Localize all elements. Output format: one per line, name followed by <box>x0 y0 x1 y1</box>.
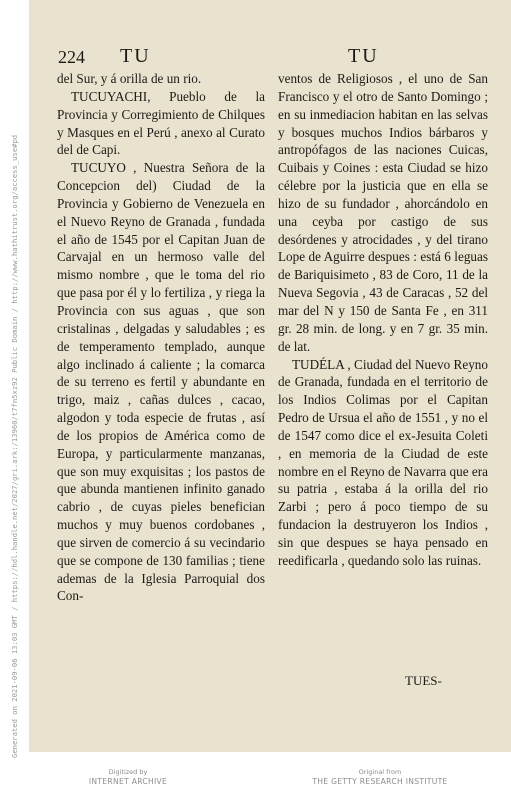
text-paragraph: ventos de Religiosos , el uno de San Francisco y el otro de Santo Domingo ; en su inmediacion habitan en las selvas y bosques muchos Indios bárbaros y antropófagos de las naciones Cuicas, Cuibais y Coines : esta Ciudad se hizo célebre por la justicia que en ella se hizo de su fundador , ahorcándolo en una ceyba por castigo de sus desórdenes y atrocidades , y del tirano Lope de Aguirre despues : está 6 leguas de Bariquisimeto , 83 de Coro, 11 de la Nueva Segovia , 43 de Caracas , 52 del mar del N y 150 de Santa Fe , en 311 gr. 28 min. de long. y en 7 gr. 35 min. de lat. <box>278 71 488 354</box>
hathitrust-stamp-text: Generated on 2021-09-06 13:03 GMT / https://hdl.handle.net/2027/gri.ark:/13960/t7fn5xz92 Public Domain / http://www.hathitrust.org/access_use#pd <box>10 134 19 758</box>
getty-institute-label: THE GETTY RESEARCH INSTITUTE <box>312 777 448 786</box>
digitized-by-label: Digitized by <box>108 768 148 776</box>
running-head-left: TU <box>120 45 151 67</box>
dictionary-entry-tudela: TUDÉLA , Ciudad del Nuevo Reyno de Granada, fundada en el territorio de los Indios Colimas por el Capitan Pedro de Ursua el año de 1551 , y no el de 1547 como dice el ex-Jesuita Coleti , en memoria de la Ciudad de este nombre en el Reyno de Navarra que era su patria , estaba á la orilla del rio Zarbi ; pero á poco tiempo de su fundacion la destruyeron los Indios , sin que despues se haya pensado en reedificarla , quedando solo las ruinas. <box>278 356 488 568</box>
running-head-right: TU <box>348 45 379 67</box>
internet-archive-label: INTERNET ARCHIVE <box>88 777 168 786</box>
catchword: TUES- <box>405 673 442 688</box>
dictionary-entry-tucuyachi: TUCUYACHI, Pueblo de la Provincia y Corregimiento de Chilques y Masques en el Perú , anexo al Curato del de Capi. <box>57 88 265 158</box>
dictionary-entry-tucuyo: TUCUYO , Nuestra Señora de la Concepcion del) Ciudad de la Provincia y Gobierno de Venezuela en el Nuevo Reyno de Granada , fundada el año de 1545 por el Capitan Juan de Carvajal en un hermoso valle del mismo nombre , que le toma del rio que pasa por él y lo fertiliza , y riega la Provincia con sus aguas , que son cristalinas , delgadas y saludables ; es de temperamento templado, aunque algo inclinado á caliente ; la comarca de su terreno es fertil y abundante en trigo, maiz , cañas dulces , cacao, algodon y toda especie de frutas , así de los propios de América como de Europa, y particularmente manzanas, que son muy exquisitas ; los pastos de que abunda mantienen infinito ganado cabrio , de cuyas pieles benefician muchos y muy buenos cordobanes , que sirven de comercio á su vecindario que se compone de 130 familias ; tiene ademas de la Iglesia Parroquial dos Con- <box>57 160 265 604</box>
page-header <box>58 43 485 71</box>
original-from-label: Original from <box>358 768 402 776</box>
digitized-by-block <box>68 768 188 787</box>
page-number: 224 <box>58 47 85 67</box>
original-from-block <box>300 768 460 787</box>
text-paragraph: del Sur, y á orilla de un rio. <box>57 71 202 86</box>
hathitrust-stamp <box>10 134 24 758</box>
left-column <box>57 70 265 605</box>
digitization-footer <box>0 768 511 800</box>
right-column <box>278 70 488 570</box>
